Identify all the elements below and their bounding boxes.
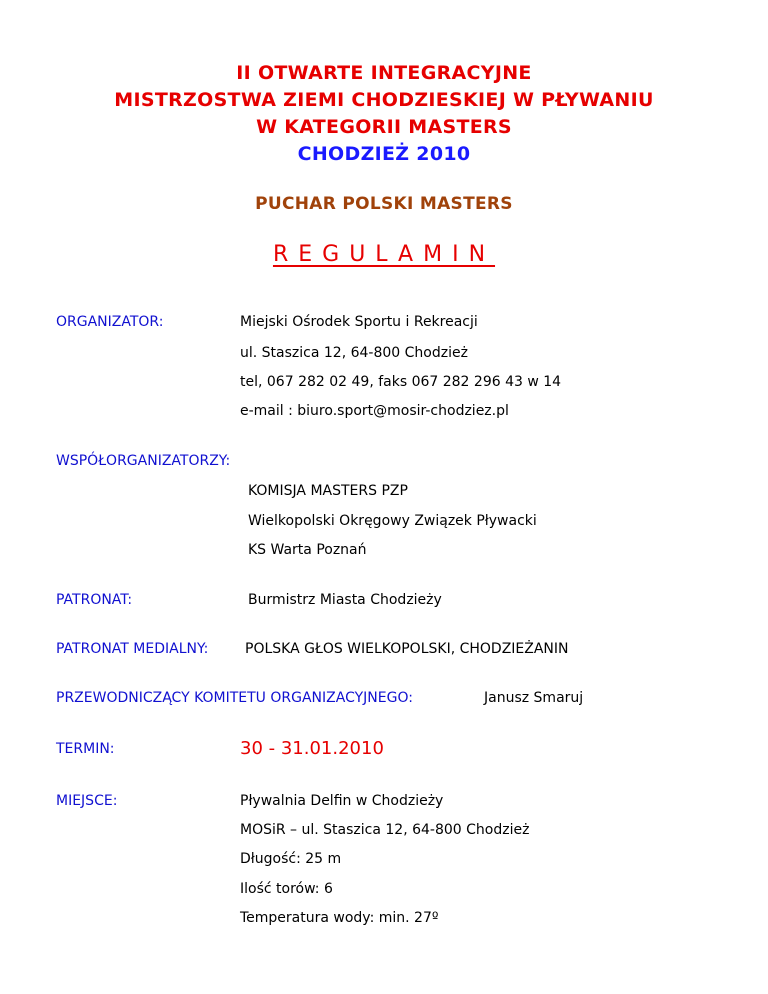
coorganizer-line: Wielkopolski Okręgowy Związek Pływacki <box>248 513 537 529</box>
term-value: 30 - 31.01.2010 <box>240 738 384 759</box>
patronage-label: PATRONAT: <box>56 592 133 608</box>
place-line: Pływalnia Delfin w Chodzieży <box>240 793 444 809</box>
coorganizers-label: WSPÓŁORGANIZATORZY: <box>56 453 231 469</box>
title-line-3: W KATEGORII MASTERS <box>256 116 512 138</box>
place-line: Długość: 25 m <box>240 851 342 867</box>
organizer-line: ul. Staszica 12, 64-800 Chodzież <box>240 345 468 361</box>
place-line: Ilość torów: 6 <box>240 881 333 897</box>
title-line-1: II OTWARTE INTEGRACYJNE <box>236 62 532 84</box>
title-line-4: CHODZIEŻ 2010 <box>297 143 471 165</box>
cup-title: PUCHAR POLSKI MASTERS <box>255 194 513 214</box>
place-line: MOSiR – ul. Staszica 12, 64-800 Chodzież <box>240 822 530 838</box>
chair-value: Janusz Smaruj <box>484 690 584 706</box>
organizer-email[interactable]: e-mail : biuro.sport@mosir-chodziez.pl <box>240 403 509 419</box>
organizer-line: tel, 067 282 02 49, faks 067 282 296 43 w 14 <box>240 374 562 390</box>
patronage-value: Burmistrz Miasta Chodzieży <box>248 592 442 608</box>
chair-label: PRZEWODNICZĄCY KOMITETU ORGANIZACYJNEGO: <box>56 690 413 706</box>
title-line-2: MISTRZOSTWA ZIEMI CHODZIESKIEJ W PŁYWANIU <box>114 89 654 111</box>
regulamin-heading: REGULAMIN <box>272 242 496 267</box>
place-line: Temperatura wody: min. 27º <box>240 910 439 926</box>
place-label: MIEJSCE: <box>56 793 118 809</box>
organizer-line: Miejski Ośrodek Sportu i Rekreacji <box>240 314 478 330</box>
coorganizer-line: KOMISJA MASTERS PZP <box>248 483 408 499</box>
media-patronage-label: PATRONAT MEDIALNY: <box>56 641 209 657</box>
media-patronage-value: POLSKA GŁOS WIELKOPOLSKI, CHODZIEŻANIN <box>245 641 569 657</box>
term-label: TERMIN: <box>56 741 115 757</box>
organizer-label: ORGANIZATOR: <box>56 314 164 330</box>
coorganizer-line: KS Warta Poznań <box>248 542 367 558</box>
